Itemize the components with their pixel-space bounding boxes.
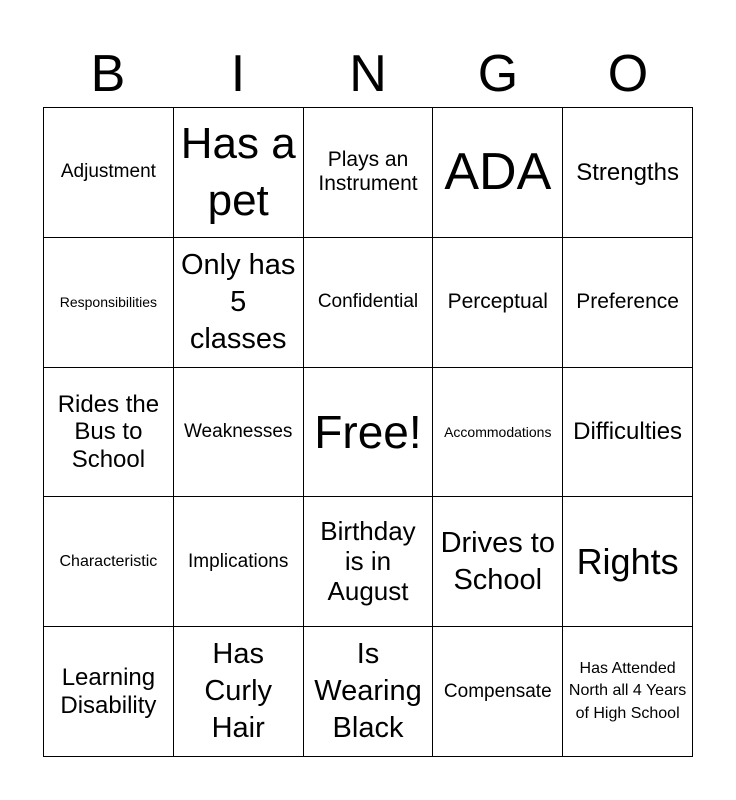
bingo-cell[interactable] — [563, 368, 693, 498]
bingo-cell[interactable] — [44, 627, 174, 757]
cell-text: Characteristic — [59, 552, 158, 570]
header-letter-g: G — [477, 45, 519, 103]
free-space-cell[interactable] — [304, 368, 434, 498]
bingo-cell[interactable] — [304, 627, 434, 757]
bingo-cell[interactable] — [304, 238, 434, 368]
cell-text: Weaknesses — [183, 421, 293, 443]
bingo-cell[interactable] — [44, 497, 174, 627]
cell-text: Accommodations — [444, 423, 552, 440]
cell-text: Learning Disability — [60, 664, 157, 719]
header-letter-o: O — [607, 45, 649, 103]
bingo-cell[interactable] — [563, 238, 693, 368]
cell-text: Rides the Bus to School — [57, 390, 160, 473]
bingo-cell[interactable] — [174, 497, 304, 627]
bingo-cell[interactable] — [174, 108, 304, 238]
cell-text: Has a pet — [180, 119, 296, 226]
cell-text: Adjustment — [60, 161, 156, 183]
bingo-cell[interactable] — [563, 627, 693, 757]
bingo-cell[interactable] — [44, 108, 174, 238]
cell-text: Has Curly Hair — [204, 637, 273, 745]
bingo-cell[interactable] — [304, 497, 434, 627]
bingo-cell[interactable] — [44, 238, 174, 368]
bingo-cell[interactable] — [563, 497, 693, 627]
bingo-header — [43, 42, 693, 106]
cell-text: Birthday is in August — [320, 515, 416, 606]
cell-text: Drives to School — [440, 526, 555, 596]
bingo-cell[interactable] — [433, 238, 563, 368]
cell-text: Implications — [188, 550, 289, 572]
header-letter-b: B — [90, 45, 126, 103]
cell-text: Strengths — [576, 158, 679, 186]
cell-text: ADA — [444, 142, 552, 201]
bingo-cell[interactable] — [304, 108, 434, 238]
bingo-cell[interactable] — [433, 627, 563, 757]
cell-text: Confidential — [317, 291, 419, 313]
bingo-cell[interactable] — [563, 108, 693, 238]
bingo-board — [43, 107, 693, 757]
cell-text: Difficulties — [573, 418, 683, 446]
cell-text: Compensate — [443, 680, 552, 702]
bingo-cell[interactable] — [174, 627, 304, 757]
header-letter-i: I — [230, 45, 246, 103]
cell-text: Preference — [576, 290, 679, 314]
cell-text: Free! — [314, 405, 422, 458]
bingo-cell[interactable] — [433, 368, 563, 498]
cell-text: Responsibilities — [59, 294, 158, 311]
bingo-cell[interactable] — [433, 108, 563, 238]
header-letter-n: N — [349, 45, 387, 103]
cell-text: Rights — [576, 541, 679, 583]
cell-text: Plays an Instrument — [318, 148, 418, 196]
cell-text: Has Attended North all 4 Years of High School — [568, 660, 687, 722]
cell-text: Only has 5 classes — [180, 248, 296, 355]
bingo-cell[interactable] — [174, 368, 304, 498]
bingo-cell[interactable] — [433, 497, 563, 627]
cell-text: Perceptual — [447, 290, 548, 314]
bingo-cell[interactable] — [174, 238, 304, 368]
cell-text: Is Wearing Black — [314, 637, 422, 745]
bingo-cell[interactable] — [44, 368, 174, 498]
